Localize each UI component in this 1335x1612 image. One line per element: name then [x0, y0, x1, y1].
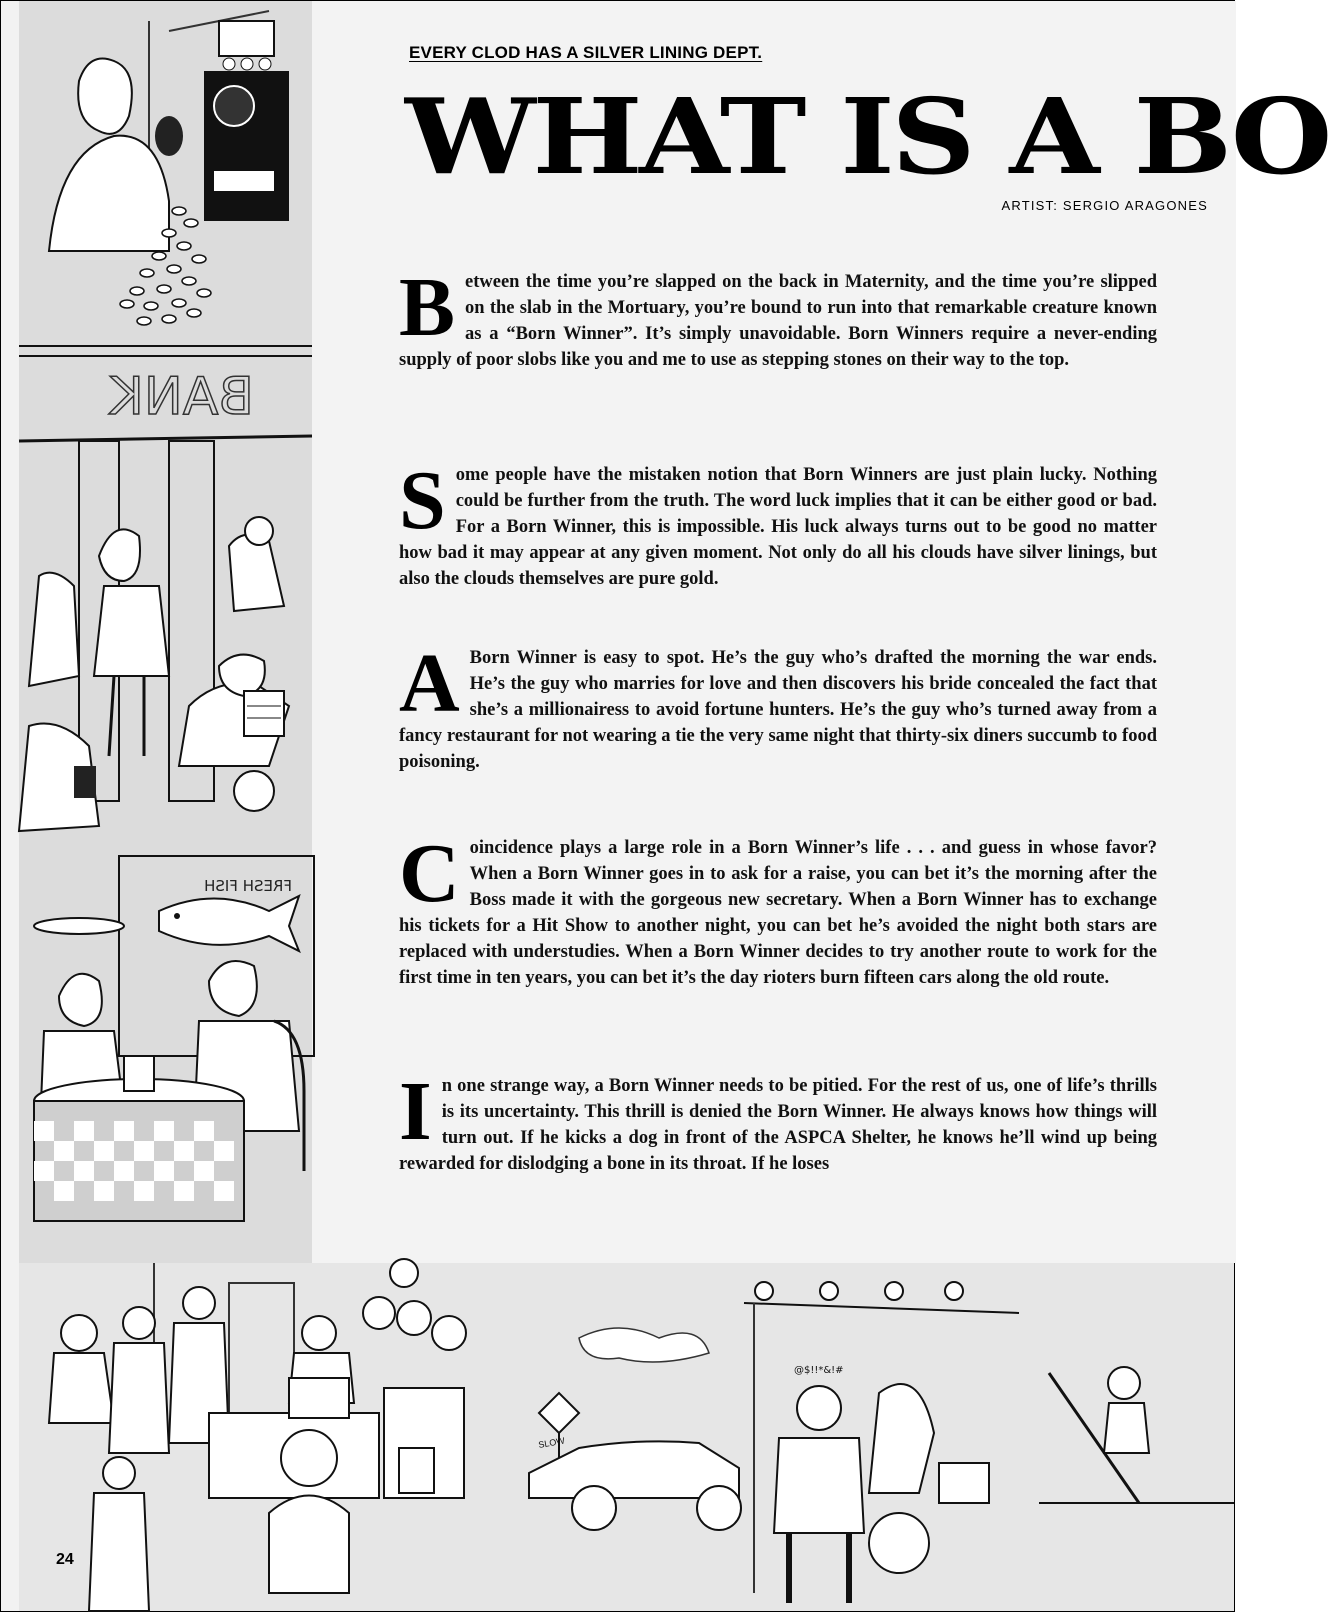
paragraph-2 [399, 454, 1157, 592]
paragraph-1 [399, 261, 1157, 373]
paragraph-3 [399, 637, 1157, 775]
paragraph-1-text: etween the time you’re slapped on the back in Maternity, and the time you’re slipped on the slab in the Mortuary, you’re bound to run into that remarkable creature known as a “Born Winner”. It’s simply unavoidable. Born Winners require a never-ending supply of poor slobs like you and me to use as stepping stones on their way to the top. [399, 272, 1157, 370]
page-number: 24 [56, 1551, 74, 1568]
drop-cap-b: B [399, 261, 456, 354]
fish-restaurant-illustration [19, 831, 312, 1263]
paragraph-5-text: n one strange way, a Born Winner needs to be pitied. For the rest of us, one of life’s thrills is its uncertainty. This thrill is denied the Born Winner. He always knows how things will turn out. If he kicks a dog in front of the ASPCA Shelter, he knows he’ll wind up being rewarded for dislodging a bone in its throat. If he loses [399, 1076, 1157, 1174]
drop-cap-i: I [399, 1065, 432, 1158]
department-heading: EVERY CLOD HAS A SILVER LINING DEPT. [409, 43, 763, 62]
bank-sign-text: BANK [109, 367, 254, 427]
drop-cap-s: S [399, 454, 446, 547]
drop-cap-a: A [399, 637, 460, 730]
paragraph-3-text: Born Winner is easy to spot. He’s the guy who’s drafted the morning the war ends. He’s the guy who marries for love and then discovers his bride concealed the fact that she’s a millionairess to avoid fortune hunters. He’s the guy who’s turned away from a fancy restaurant for not wearing a tie the very same night that thirty-six diners succumb to food poisoning. [399, 648, 1157, 772]
drop-cap-c: C [399, 827, 460, 920]
headline-title: WHAT IS A BO [405, 75, 1329, 198]
bank-robbery-illustration [19, 346, 312, 831]
paragraph-2-text: ome people have the mistaken notion that Born Winners are just plain lucky. Nothing could be further from the truth. The word luck implies that it can be either good or bad. For a Born Winner, this is impossible. His luck always turns out to be good no matter how bad it may appear at any given moment. Not only do all his clouds have silver linings, but also the clouds themselves are pure gold. [399, 465, 1157, 589]
cop-swear-text: @$!!*&!# [794, 1365, 844, 1376]
paragraph-5 [399, 1065, 1157, 1177]
phone-jackpot-illustration [19, 1, 312, 346]
artist-credit: ARTIST: SERGIO ARAGONES [1001, 198, 1208, 213]
paragraph-4-text: oincidence plays a large role in a Born Winner’s life . . . and guess in whose favor? When a Born Winner goes in to ask for a raise, you can bet it’s the morning after the Boss made it with the gorgeous new secretary. When a Born Winner has to exchange his tickets for a Hit Show to another night, you can bet he’s avoided the night both stars are replaced with understudies. When a Born Winner decides to try another route to work for the first time in ten years, you can bet it’s the day rioters burn fifteen cars along the old route. [399, 838, 1157, 988]
office-highway-illustration [19, 1263, 1234, 1611]
slow-sign-text: SLOW [537, 1435, 566, 1450]
paragraph-4 [399, 827, 1157, 991]
fish-sign-text: FRESH FISH [204, 877, 292, 895]
